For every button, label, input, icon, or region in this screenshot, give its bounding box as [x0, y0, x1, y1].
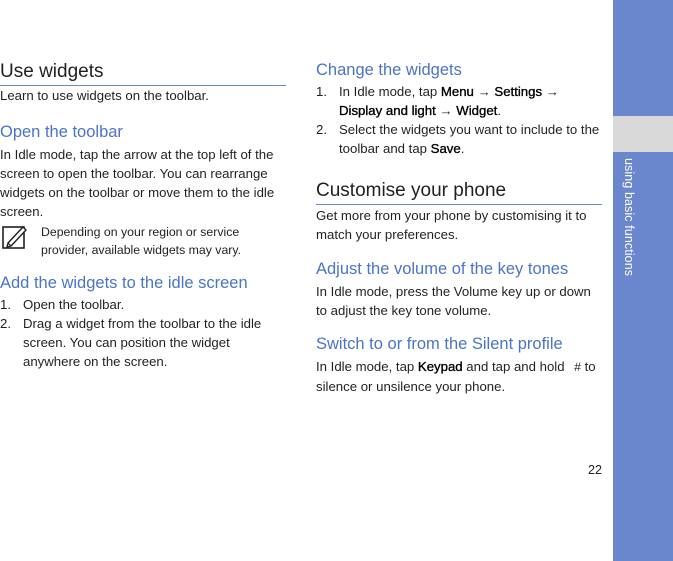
sidebar-tab — [613, 0, 673, 561]
hash-key-icon: # — [574, 360, 581, 374]
adjust-volume-body: In Idle mode, press the Volume key up or down to adjust the key tone volume. — [316, 284, 591, 318]
sidebar-marker — [613, 116, 673, 152]
keypad-keyword: Keypad — [417, 359, 463, 374]
menu-keyword: Menu — [440, 84, 474, 99]
section-title-use-widgets: Use widgets — [0, 61, 286, 86]
settings-keyword: Settings — [494, 84, 543, 99]
heading-add-widgets: Add the widgets to the idle screen — [0, 274, 248, 292]
customise-intro: Get more from your phone by customising it to match your preferences. — [316, 208, 587, 242]
list-item: 2. Select the widgets you want to include to the toolbar and tap Save. — [316, 122, 600, 156]
display-light-keyword: Display and light — [339, 103, 436, 118]
note-icon — [2, 224, 28, 250]
section-title-customise: Customise your phone — [316, 180, 602, 205]
page-number: 22 — [588, 463, 602, 477]
add-widgets-steps — [0, 295, 286, 371]
change-widgets-steps — [316, 82, 602, 158]
heading-silent-profile: Switch to or from the Silent profile — [316, 335, 563, 353]
use-widgets-intro: Learn to use widgets on the toolbar. — [0, 88, 209, 103]
open-toolbar-body: In Idle mode, tap the arrow at the top left of the screen to open the toolbar. You can rearrange widgets on the toolbar or move them to the idle screen. — [0, 147, 275, 219]
heading-open-toolbar: Open the toolbar — [0, 123, 123, 141]
heading-adjust-volume: Adjust the volume of the key tones — [316, 260, 569, 278]
list-item: 2. Drag a widget from the toolbar to the idle screen. You can position the widget anywhere on the screen. — [0, 316, 262, 369]
heading-change-widgets: Change the widgets — [316, 61, 462, 79]
list-item: 1. In Idle mode, tap Menu → Settings → Display and light → Widget. — [316, 84, 559, 118]
note-text: Depending on your region or service provider, available widgets may vary. — [41, 225, 242, 257]
silent-profile-body: In Idle mode, tap Keypad and tap and hold # to silence or unsilence your phone. — [316, 359, 596, 394]
save-keyword: Save — [430, 141, 461, 156]
list-item: 1. Open the toolbar. — [0, 297, 125, 312]
widget-keyword: Widget — [456, 103, 498, 118]
sidebar-section-label: using basic functions — [622, 158, 636, 277]
